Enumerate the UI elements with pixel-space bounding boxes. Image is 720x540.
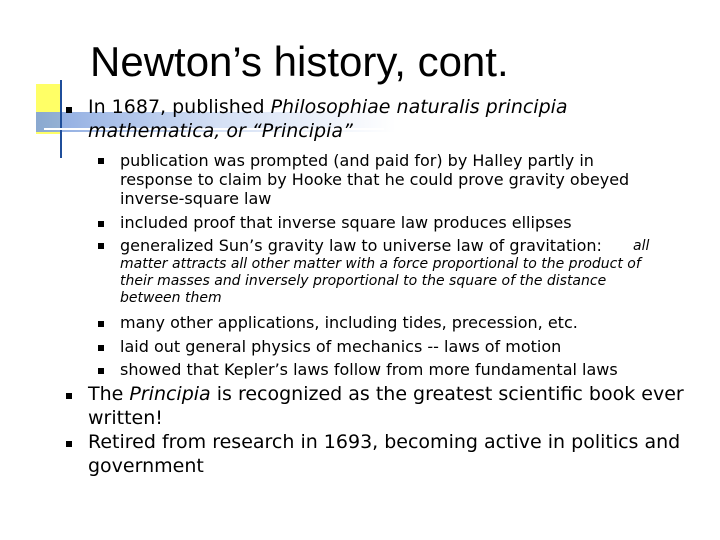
point2-suffix: is recognized as the greatest scientific book ever <box>210 383 684 405</box>
point3-line2: government <box>88 455 204 477</box>
sub-f: showed that Kepler’s laws follow from more fundamental laws <box>120 360 618 379</box>
point3-line1: Retired from research in 1693, becoming active in politics and <box>88 431 681 453</box>
bullet <box>98 345 104 351</box>
bullet <box>66 107 72 113</box>
point2-italic: Principia <box>129 383 211 405</box>
bullet <box>98 221 104 227</box>
point2-line2: written! <box>88 407 163 429</box>
sub-a-line3: inverse-square law <box>120 189 272 208</box>
bullet <box>98 321 104 327</box>
sub-a-line2: response to claim by Hooke that he could prove gravity obeyed <box>120 170 630 189</box>
sub-e: laid out general physics of mechanics -- laws of motion <box>120 337 562 356</box>
point2-prefix: The <box>88 383 130 405</box>
quote-word-all: all <box>633 238 650 254</box>
main-point-line2: mathematica, or “Principia” <box>88 120 353 142</box>
main-point-prefix: In 1687, published <box>88 96 271 118</box>
bullet <box>98 243 104 249</box>
quote-line3: between them <box>120 290 222 306</box>
bullet <box>98 158 104 164</box>
sub-c: generalized Sun’s gravity law to universe law of gravitation: <box>120 236 602 255</box>
bullet <box>66 441 72 447</box>
sub-b: included proof that inverse square law produces ellipses <box>120 213 572 232</box>
main-point-line1 <box>88 96 568 118</box>
main-point-italic: Philosophiae naturalis principia <box>270 96 568 118</box>
bullet <box>98 368 104 374</box>
sub-d: many other applications, including tides, precession, etc. <box>120 313 578 332</box>
bullet <box>66 393 72 399</box>
slide-title: Newton’s history, cont. <box>90 38 509 85</box>
quote-line1: matter attracts all other matter with a force proportional to the product of <box>120 256 641 272</box>
decor-vertical-line <box>60 80 62 158</box>
quote-line2: their masses and inversely proportional to the square of the distance <box>120 273 607 289</box>
point2-line1 <box>88 383 684 405</box>
sub-a-line1: publication was prompted (and paid for) by Halley partly in <box>120 151 594 170</box>
